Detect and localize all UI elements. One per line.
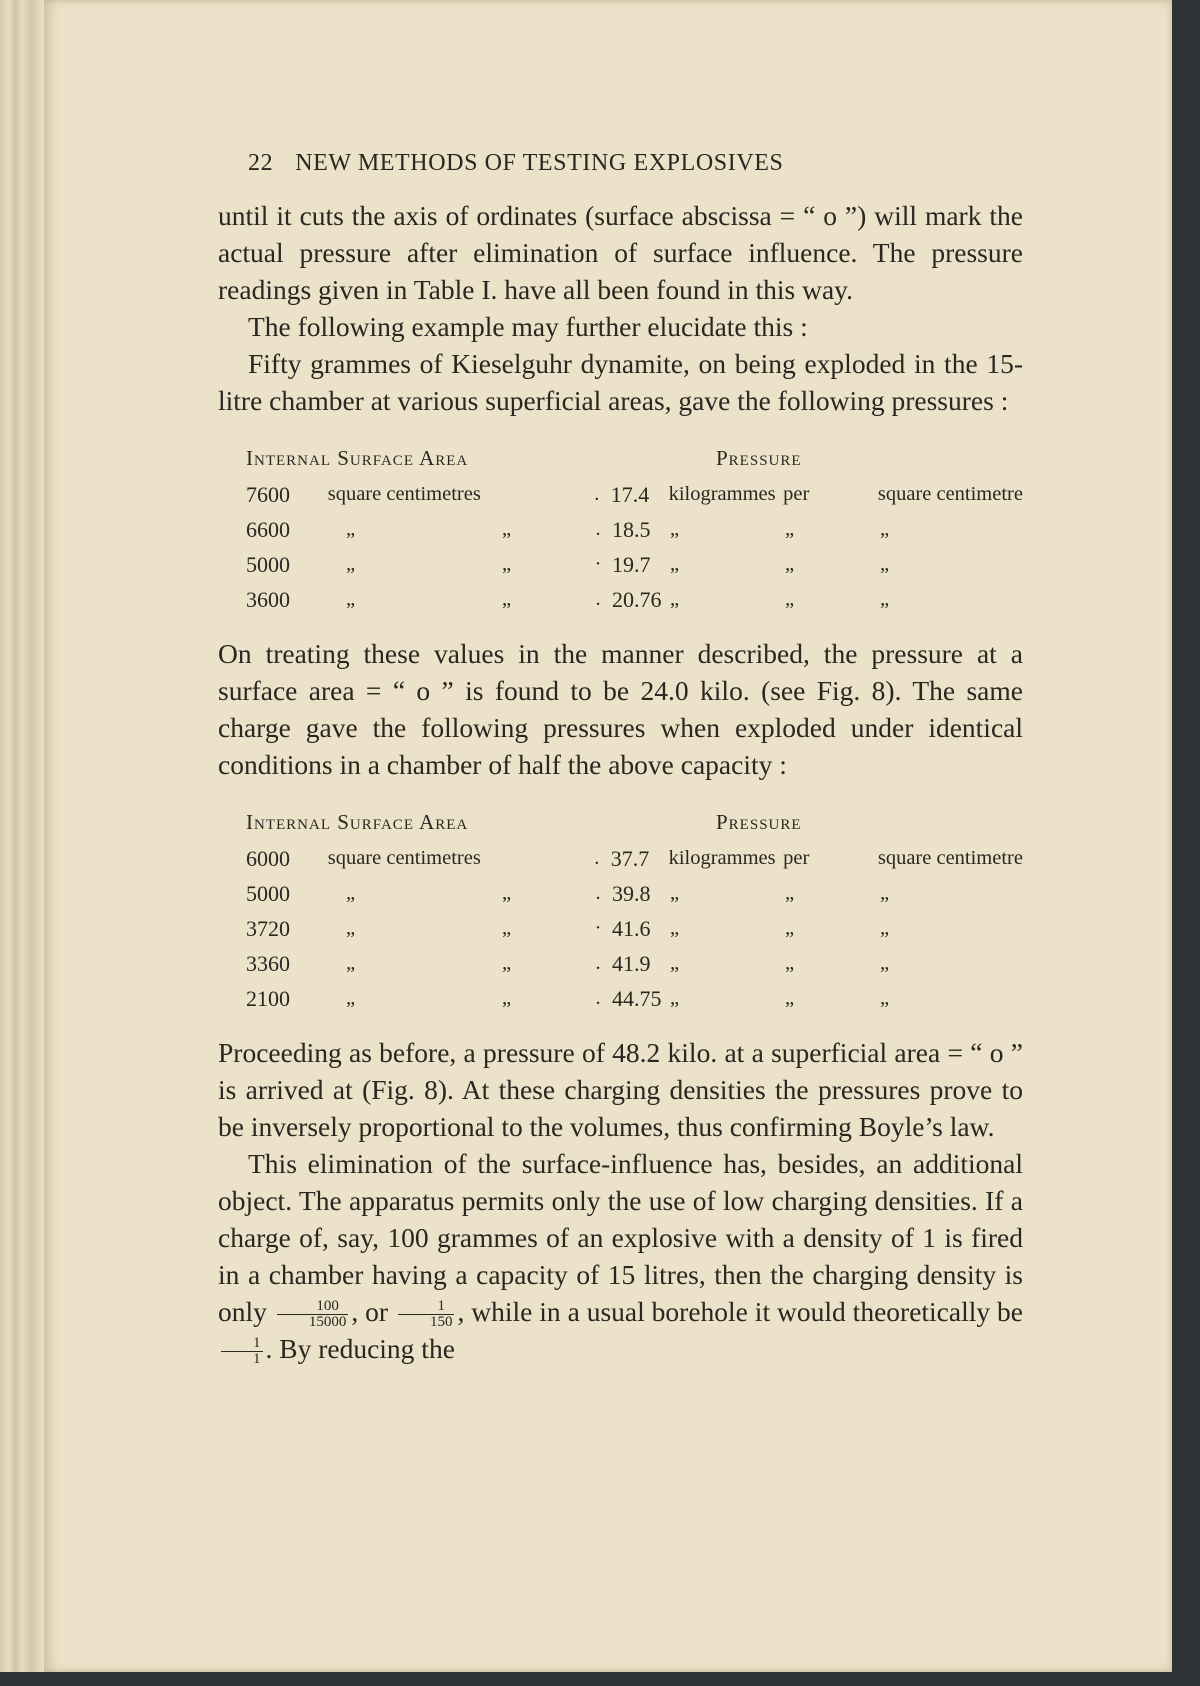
paragraph-4: On treating these values in the manner described, the pressure at a surface area = “ o ” is found to be 24.0 kilo. (see Fig. 8). The same charge gave the following pressures when exploded under identical conditions in a chamber of half the above capacity :	[218, 638, 1023, 780]
cell-leader-dot: .	[595, 952, 601, 974]
table-row	[246, 981, 1023, 1016]
cell-unit-per: „	[785, 917, 795, 939]
cell-unit-per: per	[783, 847, 810, 869]
cell-unit-square-centimetre: „	[880, 518, 890, 540]
fraction-numerator: 100	[277, 1299, 349, 1315]
table-row	[246, 841, 1023, 876]
cell-area: 6600	[246, 516, 290, 542]
cell-unit	[328, 518, 584, 541]
fraction-denominator: 15000	[308, 1314, 347, 1331]
cell-pressure-value: 41.9	[612, 950, 651, 976]
column-header-area: Internal Surface Area	[246, 809, 469, 834]
cell-unit-kilogrammes: „	[670, 987, 680, 1009]
cell-ditto-mark: „	[346, 553, 356, 575]
cell-leader-dot: .	[594, 483, 600, 505]
cell-unit-per: „	[785, 952, 795, 974]
paragraph-6-text-b: , or	[351, 1296, 389, 1327]
table-row	[246, 946, 1023, 981]
scan-background-right	[1172, 0, 1200, 1686]
column-header-pressure: Pressure	[716, 809, 802, 834]
cell-leader-dot: ·	[594, 917, 602, 939]
cell-unit-square-centimetre: square centimetre	[877, 483, 1023, 505]
cell-unit-square-centimetre: „	[880, 952, 890, 974]
fraction-1-1	[221, 1336, 263, 1367]
cell-area: 3720	[246, 915, 290, 941]
cell-unit-kilogrammes: kilogrammes	[668, 483, 776, 505]
cell-pressure-value: 39.8	[612, 880, 651, 906]
cell-unit: square centimetres	[327, 483, 481, 505]
paragraph-6-text-c: , while in a usual borehole it would theoretically be	[457, 1296, 1023, 1327]
table-row	[246, 512, 1023, 547]
cell-pressure-value: 19.7	[612, 551, 651, 577]
cell-ditto-mark: „	[502, 518, 512, 540]
cell-unit-square-centimetre: square centimetre	[877, 847, 1023, 869]
cell-area: 3360	[246, 950, 290, 976]
table-row	[246, 547, 1023, 582]
fraction-numerator: 1	[398, 1299, 455, 1315]
fraction-numerator: 1	[221, 1336, 263, 1352]
page-content	[218, 150, 1023, 1367]
running-header	[248, 150, 1023, 177]
cell-unit-kilogrammes: „	[670, 553, 680, 575]
table-row	[246, 911, 1023, 946]
cell-area: 3600	[246, 586, 290, 612]
cell-ditto-mark: „	[502, 882, 512, 904]
cell-pressure-value: 41.6	[612, 915, 651, 941]
cell-unit-per: „	[785, 518, 795, 540]
cell-pressure-value: 17.4	[610, 481, 650, 507]
cell-ditto-mark: „	[502, 987, 512, 1009]
cell-ditto-mark: „	[346, 987, 356, 1009]
paragraph-1: until it cuts the axis of ordinates (surface abscissa = “ o ”) will mark the actual pressure after elimination of surface influence. The pressure readings given in Table I. have all been found in this way.	[218, 200, 1023, 305]
paragraph-5: Proceeding as before, a pressure of 48.2 kilo. at a superficial area = “ o ” is arrived at (Fig. 8). At these charging densities the pressures prove to be inversely proportional to the volumes, thus confirming Boyle’s law.	[218, 1037, 1023, 1142]
cell-leader-dot: ·	[594, 553, 602, 575]
table-header	[246, 805, 1023, 839]
paragraph-3: Fifty grammes of Kieselguhr dynamite, on being exploded in the 15-litre chamber at various superficial areas, gave the following pressures :	[218, 348, 1023, 416]
cell-unit	[328, 588, 584, 611]
cell-unit-square-centimetre: „	[880, 588, 890, 610]
cell-area: 5000	[246, 551, 290, 577]
cell-unit-kilogrammes: kilogrammes	[668, 847, 776, 869]
paragraph-6	[218, 1145, 1023, 1367]
cell-unit-kilogrammes: „	[670, 952, 680, 974]
table-row	[246, 582, 1023, 617]
cell-leader-dot: .	[594, 847, 600, 869]
cell-pressure-value: 18.5	[612, 516, 651, 542]
cell-ditto-mark: „	[346, 518, 356, 540]
column-header-area: Internal Surface Area	[246, 445, 469, 470]
cell-unit-square-centimetre: „	[880, 553, 890, 575]
paragraph-6-text-d: . By reducing the	[265, 1333, 455, 1365]
cell-ditto-mark: „	[502, 952, 512, 974]
table-row	[246, 876, 1023, 911]
cell-leader-dot: .	[595, 987, 601, 1009]
cell-ditto-mark: „	[346, 882, 356, 904]
cell-unit-per: „	[785, 553, 795, 575]
cell-ditto-mark: „	[502, 553, 512, 575]
cell-unit	[328, 882, 584, 905]
table-row	[246, 477, 1023, 512]
cell-ditto-mark: „	[502, 588, 512, 610]
cell-leader-dot: .	[595, 588, 601, 610]
cell-unit-kilogrammes: „	[670, 882, 680, 904]
cell-pressure-value: 44.75	[612, 985, 662, 1011]
cell-unit-per: „	[785, 882, 795, 904]
cell-leader-dot: .	[595, 518, 601, 540]
book-page-edges	[0, 0, 44, 1686]
pressure-table-1	[246, 441, 1023, 617]
cell-unit	[328, 553, 584, 576]
cell-leader-dot: .	[595, 882, 601, 904]
paragraph-2: The following example may further elucidate this :	[248, 311, 808, 342]
column-header-pressure: Pressure	[716, 445, 802, 470]
cell-pressure-value: 37.7	[610, 845, 650, 871]
page-number: 22	[248, 150, 274, 176]
table-header	[246, 441, 1023, 475]
fraction-denominator: 1	[253, 1351, 261, 1368]
cell-ditto-mark: „	[346, 588, 356, 610]
cell-area: 6000	[246, 845, 290, 871]
paragraph-6-text-a: This elimination of the surface-influence has, besides, an additional object. The apparatus permits only the use of low charging densities. If a charge of, say, 100 grammes of an explosive with a density of 1 is fired in a chamber having a capacity of 15 litres, then the charging density is only	[218, 1148, 1023, 1327]
cell-unit-kilogrammes: „	[670, 518, 680, 540]
cell-unit-per: per	[783, 483, 810, 505]
cell-unit-square-centimetre: „	[880, 882, 890, 904]
cell-unit-per: „	[785, 588, 795, 610]
running-title: NEW METHODS OF TESTING EXPLOSIVES	[295, 150, 784, 176]
cell-area: 2100	[246, 985, 290, 1011]
cell-ditto-mark: „	[502, 917, 512, 939]
cell-area: 7600	[246, 481, 290, 507]
cell-unit-kilogrammes: „	[670, 917, 680, 939]
cell-unit	[328, 917, 584, 940]
cell-unit-kilogrammes: „	[670, 588, 680, 610]
scan-background-bottom	[0, 1672, 1200, 1686]
cell-unit: square centimetres	[327, 847, 481, 869]
cell-unit-per: „	[785, 987, 795, 1009]
cell-ditto-mark: „	[346, 917, 356, 939]
cell-pressure-value: 20.76	[612, 586, 662, 612]
cell-unit	[328, 987, 584, 1010]
cell-unit-square-centimetre: „	[880, 917, 890, 939]
cell-ditto-mark: „	[346, 952, 356, 974]
cell-unit	[328, 952, 584, 975]
fraction-1-150	[398, 1299, 455, 1330]
cell-area: 5000	[246, 880, 290, 906]
cell-unit-square-centimetre: „	[880, 987, 890, 1009]
fraction-100-15000	[277, 1299, 349, 1330]
fraction-denominator: 150	[429, 1314, 453, 1331]
pressure-table-2	[246, 805, 1023, 1016]
